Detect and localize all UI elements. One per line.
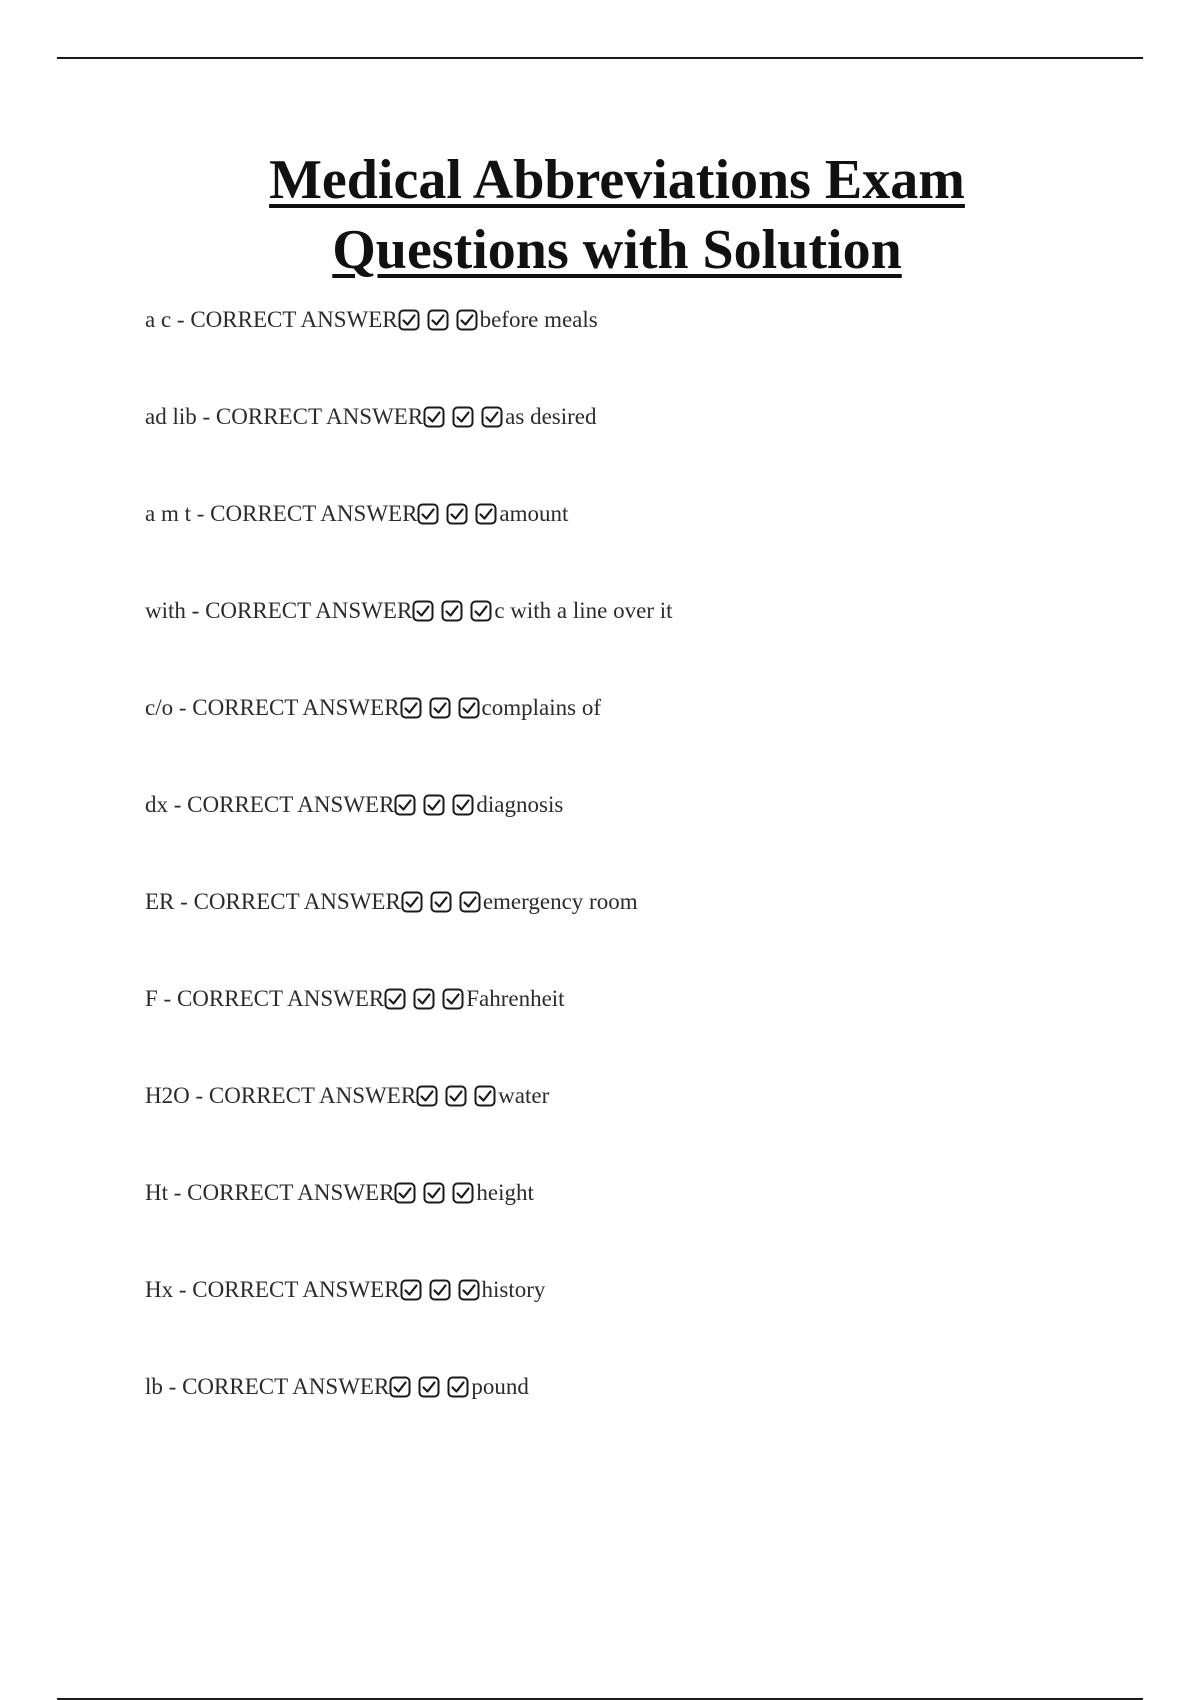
qa-separator: - xyxy=(157,986,177,1011)
checkbox-checked-icon xyxy=(416,1085,438,1107)
qa-item xyxy=(145,1370,673,1467)
check-group xyxy=(398,309,478,331)
check-group xyxy=(416,1085,496,1107)
qa-answer: height xyxy=(476,1180,534,1205)
checkbox-checked-icon xyxy=(429,1279,451,1301)
checkbox-checked-icon xyxy=(481,406,503,428)
checkbox-checked-icon xyxy=(394,794,416,816)
qa-item xyxy=(145,1079,673,1176)
qa-term: F xyxy=(145,986,158,1011)
checkbox-checked-icon xyxy=(389,1376,411,1398)
qa-term: a m t xyxy=(145,501,191,526)
checkbox-checked-icon xyxy=(418,1376,440,1398)
qa-item xyxy=(145,497,673,594)
qa-label: CORRECT ANSWER xyxy=(210,501,418,526)
qa-item xyxy=(145,1273,673,1370)
qa-term: lb xyxy=(145,1374,163,1399)
check-group xyxy=(423,406,503,428)
qa-answer: history xyxy=(481,1277,546,1302)
check-group xyxy=(400,697,480,719)
check-group xyxy=(394,1182,474,1204)
qa-item xyxy=(145,691,673,788)
checkbox-checked-icon xyxy=(452,794,474,816)
checkbox-checked-icon xyxy=(423,1182,445,1204)
qa-label: CORRECT ANSWER xyxy=(192,695,400,720)
qa-term: H2O xyxy=(145,1083,190,1108)
qa-label: CORRECT ANSWER xyxy=(193,889,401,914)
checkbox-checked-icon xyxy=(412,600,434,622)
checkbox-checked-icon xyxy=(442,988,464,1010)
qa-answer: amount xyxy=(499,501,569,526)
checkbox-checked-icon xyxy=(452,1182,474,1204)
checkbox-checked-icon xyxy=(445,1085,467,1107)
checkbox-checked-icon xyxy=(398,309,420,331)
qa-separator: - xyxy=(168,1180,188,1205)
checkbox-checked-icon xyxy=(452,406,474,428)
checkbox-checked-icon xyxy=(446,503,468,525)
qa-label: CORRECT ANSWER xyxy=(187,792,395,817)
qa-separator: - xyxy=(191,501,211,526)
qa-label: CORRECT ANSWER xyxy=(215,404,424,429)
qa-term: a c xyxy=(145,307,172,332)
qa-answer: Fahrenheit xyxy=(466,986,565,1011)
check-group xyxy=(401,891,481,913)
checkbox-checked-icon xyxy=(459,891,481,913)
check-group xyxy=(400,1279,480,1301)
checkbox-checked-icon xyxy=(423,406,445,428)
qa-term: ER xyxy=(145,889,175,914)
checkbox-checked-icon xyxy=(441,600,463,622)
qa-term: ad lib xyxy=(145,404,197,429)
qa-answer: water xyxy=(498,1083,550,1108)
title-line-1: Medical Abbreviations Exam xyxy=(269,149,965,211)
qa-term: dx xyxy=(145,792,168,817)
qa-item xyxy=(145,885,673,982)
qa-separator: - xyxy=(185,598,206,623)
checkbox-checked-icon xyxy=(427,309,449,331)
checkbox-checked-icon xyxy=(430,891,452,913)
checkbox-checked-icon xyxy=(447,1376,469,1398)
checkbox-checked-icon xyxy=(458,1279,480,1301)
qa-separator: - xyxy=(168,792,188,817)
qa-separator: - xyxy=(173,695,193,720)
checkbox-checked-icon xyxy=(475,503,497,525)
qa-separator: - xyxy=(174,889,194,914)
qa-item xyxy=(145,303,673,400)
qa-term: Ht xyxy=(145,1180,168,1205)
qa-answer: c with a line over it xyxy=(494,598,673,623)
check-group xyxy=(412,600,492,622)
check-group xyxy=(389,1376,469,1398)
checkbox-checked-icon xyxy=(456,309,478,331)
page-title xyxy=(0,145,1200,285)
checkbox-checked-icon xyxy=(413,988,435,1010)
top-rule xyxy=(57,57,1143,59)
qa-answer: as desired xyxy=(505,404,597,429)
checkbox-checked-icon xyxy=(401,891,423,913)
qa-answer: before meals xyxy=(479,307,598,332)
qa-answer: complains of xyxy=(481,695,601,720)
qa-separator: - xyxy=(173,1277,193,1302)
qa-term: Hx xyxy=(145,1277,174,1302)
qa-separator: - xyxy=(171,307,191,332)
check-group xyxy=(394,794,474,816)
qa-label: CORRECT ANSWER xyxy=(208,1083,417,1108)
checkbox-checked-icon xyxy=(458,697,480,719)
check-group xyxy=(417,503,497,525)
checkbox-checked-icon xyxy=(417,503,439,525)
qa-item xyxy=(145,1176,673,1273)
qa-label: CORRECT ANSWER xyxy=(192,1277,400,1302)
qa-item xyxy=(145,788,673,885)
qa-label: CORRECT ANSWER xyxy=(176,986,385,1011)
qa-separator: - xyxy=(162,1374,183,1399)
qa-label: CORRECT ANSWER xyxy=(205,598,413,623)
qa-term: c/o xyxy=(145,695,174,720)
checkbox-checked-icon xyxy=(384,988,406,1010)
qa-label: CORRECT ANSWER xyxy=(190,307,398,332)
qa-label: CORRECT ANSWER xyxy=(182,1374,390,1399)
check-group xyxy=(384,988,464,1010)
qa-label: CORRECT ANSWER xyxy=(187,1180,395,1205)
qa-answer: emergency room xyxy=(482,889,638,914)
qa-term: with xyxy=(145,598,186,623)
checkbox-checked-icon xyxy=(429,697,451,719)
qa-answer: pound xyxy=(471,1374,529,1399)
qa-item xyxy=(145,400,673,497)
checkbox-checked-icon xyxy=(394,1182,416,1204)
qa-answer: diagnosis xyxy=(476,792,564,817)
qa-separator: - xyxy=(189,1083,209,1108)
checkbox-checked-icon xyxy=(400,697,422,719)
qa-separator: - xyxy=(196,404,216,429)
qa-item xyxy=(145,982,673,1079)
title-line-2: Questions with Solution xyxy=(332,219,902,281)
checkbox-checked-icon xyxy=(470,600,492,622)
checkbox-checked-icon xyxy=(423,794,445,816)
checkbox-checked-icon xyxy=(474,1085,496,1107)
checkbox-checked-icon xyxy=(400,1279,422,1301)
qa-item xyxy=(145,594,673,691)
qa-list xyxy=(145,303,673,1467)
